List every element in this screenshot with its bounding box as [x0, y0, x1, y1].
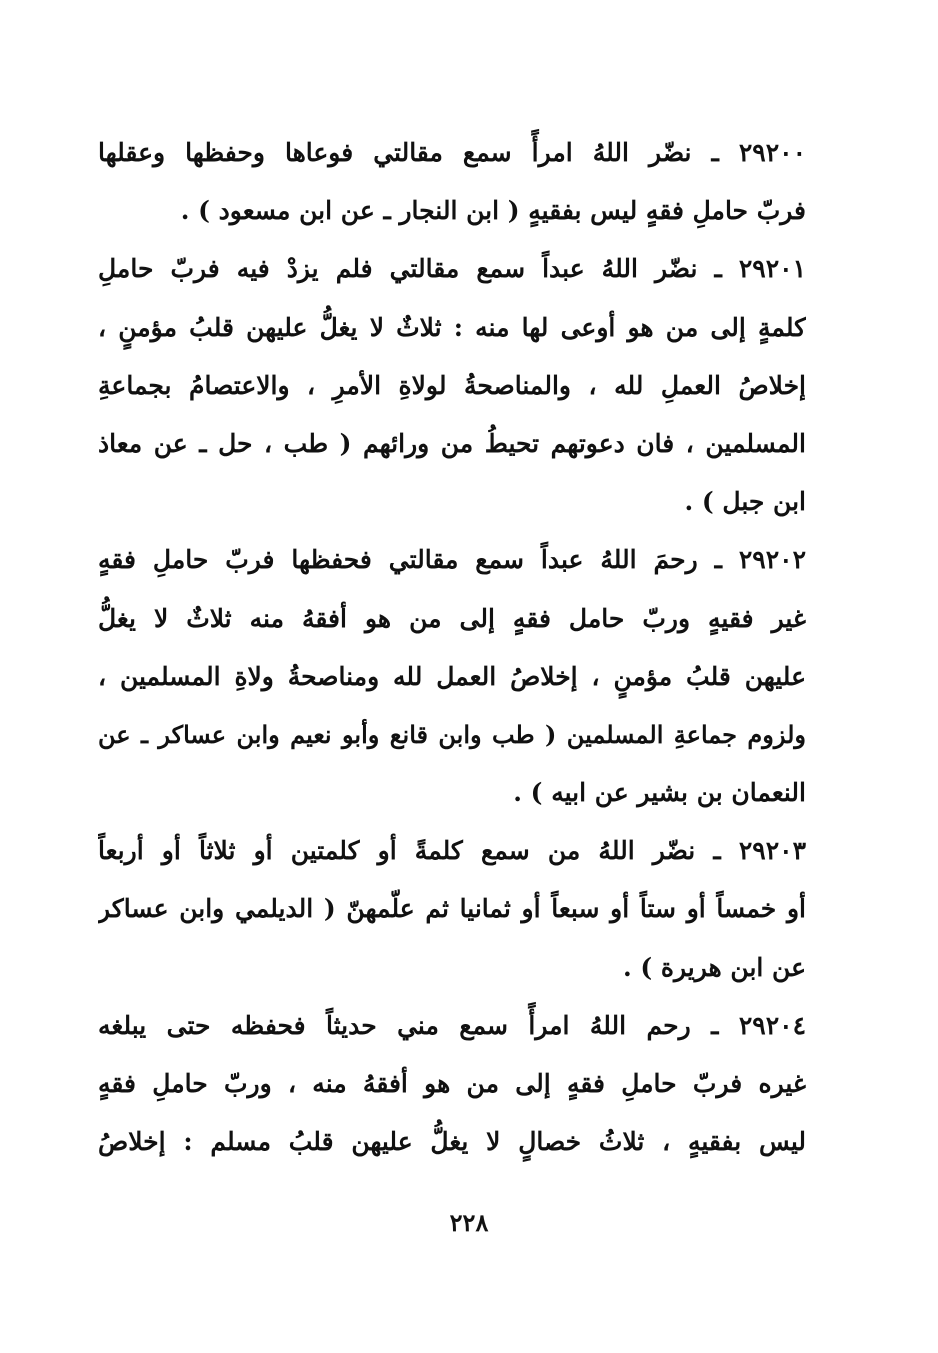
- text-line: فربّ حاملِ فقهٍ ليس بفقيهٍ ( ابن النجار ـ عن ابن مسعود ) .: [180, 196, 806, 226]
- text-line: كلمةٍ إلى من هو أوعى لها منه : ثلاثٌ لا يغلُّ عليهن قلبُ مؤمنٍ ،: [98, 312, 806, 342]
- text-line: ٢٩٢٠٣ ـ نضّر اللهُ من سمع كلمةً أو كلمتين أو ثلاثاً أو أربعاً: [98, 836, 806, 866]
- hadith-29203: [98, 822, 806, 997]
- text-line: ابن جبل ) .: [684, 487, 806, 517]
- text-line: ليس بفقيهٍ ، ثلاثُ خصالٍ لا يغلُّ عليهن قلبُ مسلم : إخلاصُ: [98, 1127, 806, 1157]
- hadith-29202: [98, 531, 806, 822]
- text-line: ٢٩٢٠١ ـ نضّر اللهُ عبداً سمع مقالتي فلم يزدْ فيه فربّ حاملِ: [98, 254, 806, 284]
- text-line: غير فقيهٍ وربّ حامل فقهٍ إلى من هو أفقهُ منه ثلاثٌ لا يغلُّ: [98, 603, 806, 633]
- document-body: [98, 124, 806, 1171]
- text-line: ٢٩٢٠٢ ـ رحمَ اللهُ عبداً سمع مقالتي فحفظها فربّ حاملِ فقهٍ: [98, 545, 806, 575]
- text-line: النعمان بن بشير عن ابيه ) .: [513, 778, 806, 808]
- text-line: غيره فربّ حاملِ فقهٍ إلى من هو أفقهُ منه ، وربّ حاملِ فقهٍ: [98, 1069, 806, 1098]
- text-line: إخلاصُ العملِ لله ، والمناصحةُ لولاةِ الأمرِ ، والاعتصامُ بجماعةِ: [98, 370, 806, 400]
- text-line: ولزوم جماعةِ المسلمين ( طب وابن قانع وأبو نعيم وابن عساكر ـ عن: [98, 719, 806, 749]
- text-line: عن ابن هريرة ) .: [622, 952, 806, 982]
- hadith-29204: [98, 997, 806, 1172]
- text-line: ٢٩٢٠٤ ـ رحم اللهُ امرأً سمع مني حديثاً فحفظه حتى يبلغه: [98, 1010, 806, 1040]
- text-line: أو خمساً أو ستاً أو سبعاً أو ثمانيا ثم علّمهنّ ( الديلمي وابن عساكر: [98, 894, 806, 924]
- text-line: ٢٩٢٠٠ ـ نضّر اللهُ امرأً سمع مقالتي فوعاها وحفظها وعقلها: [98, 138, 806, 167]
- text-line: عليهن قلبُ مؤمنٍ ، إخلاصُ العمل لله ومناصحةُ ولاةِ المسلمين ،: [98, 661, 806, 691]
- hadith-29201: [98, 240, 806, 531]
- hadith-29200: [98, 124, 806, 240]
- text-line: المسلمين ، فان دعوتهم تحيطُ من ورائهم ( طب ، حل ـ عن معاذ: [98, 428, 806, 458]
- page-number: ٢٢٨: [449, 1208, 489, 1237]
